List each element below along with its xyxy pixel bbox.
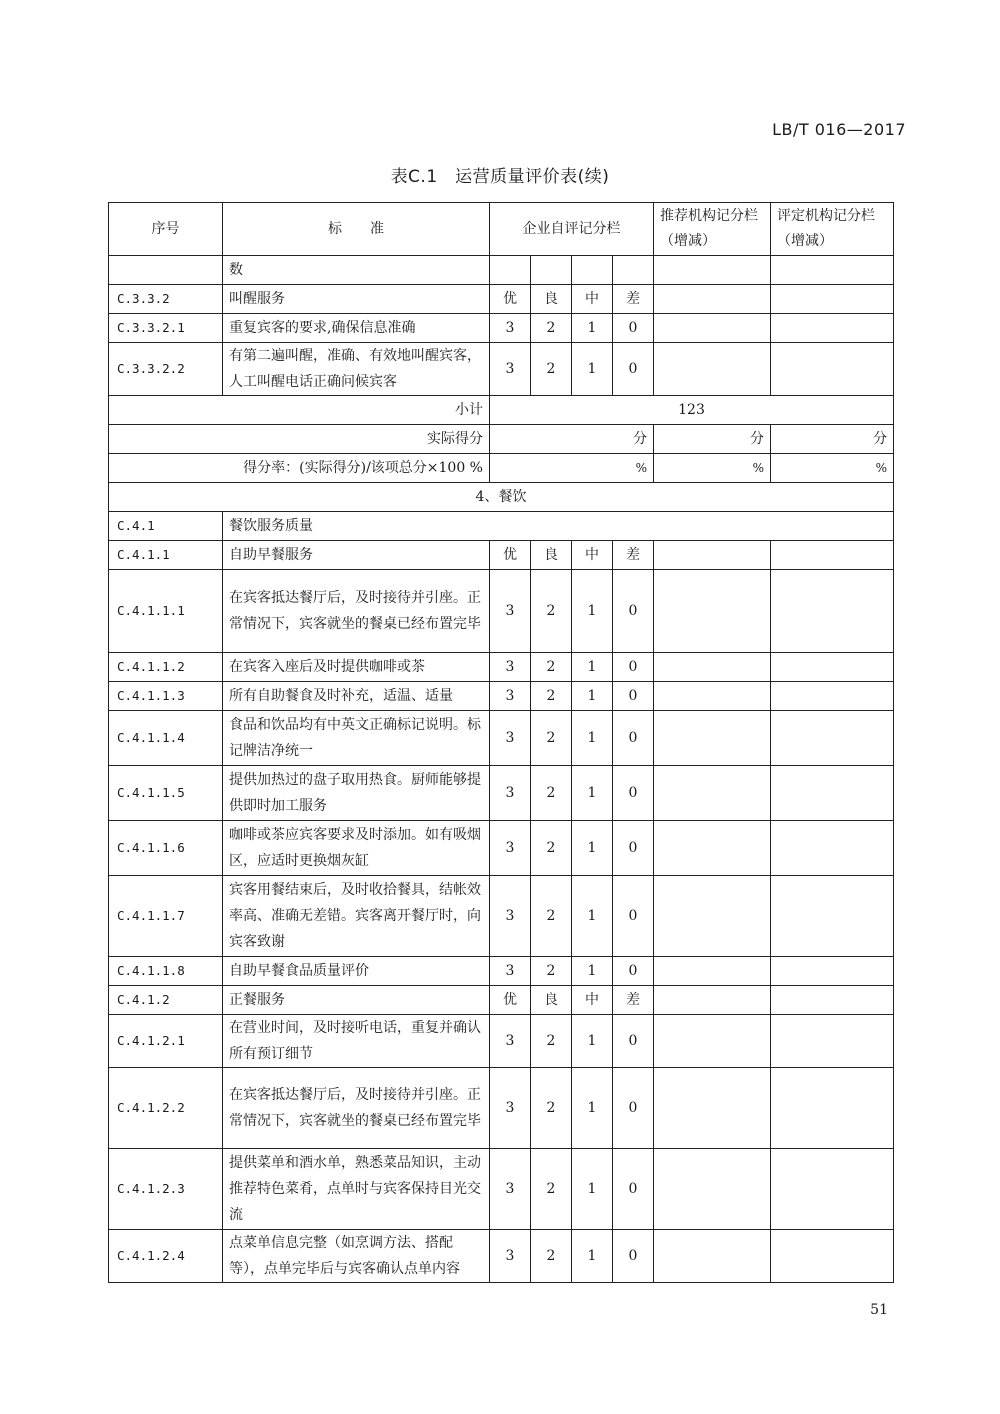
grade-label: 良 — [531, 285, 572, 314]
score-value: 2 — [531, 314, 572, 343]
score-value: 1 — [572, 682, 613, 711]
standard-cell: 有第二遍叫醒，准确、有效地叫醒宾客，人工叫醒电话正确问候宾客 — [223, 343, 490, 396]
recommend-cell — [654, 1230, 771, 1283]
table-header-row — [109, 203, 894, 256]
score-value: 0 — [613, 876, 654, 957]
score-value: 3 — [490, 314, 531, 343]
header-self-score: 企业自评记分栏 — [490, 203, 654, 256]
score-value: 2 — [531, 653, 572, 682]
standard-cell: 在营业时间，及时接听电话，重复并确认所有预订细节 — [223, 1015, 490, 1068]
score-value: 1 — [572, 653, 613, 682]
table-row — [109, 343, 894, 396]
recommend-cell — [654, 343, 771, 396]
seq-cell: C.4.1.2.2 — [109, 1068, 223, 1149]
evaluation-table — [108, 202, 894, 1283]
table-row — [109, 314, 894, 343]
score-value: 2 — [531, 711, 572, 766]
grade-label: 中 — [572, 285, 613, 314]
grade-label: 良 — [531, 541, 572, 570]
score-value: 3 — [490, 343, 531, 396]
assess-cell — [771, 1015, 894, 1068]
seq-cell: C.3.3.2.1 — [109, 314, 223, 343]
table-row — [109, 1015, 894, 1068]
recommend-score-unit: 分 — [654, 425, 771, 454]
assess-cell — [771, 314, 894, 343]
score-value: 0 — [613, 1015, 654, 1068]
assess-cell — [771, 1149, 894, 1230]
score-value: 0 — [613, 653, 654, 682]
table-row — [109, 425, 894, 454]
seq-cell: C.4.1.2.3 — [109, 1149, 223, 1230]
recommend-cell — [654, 682, 771, 711]
score-value: 3 — [490, 821, 531, 876]
score-cell — [490, 256, 531, 285]
assess-cell — [771, 766, 894, 821]
score-value: 2 — [531, 766, 572, 821]
score-value: 3 — [490, 570, 531, 653]
score-value: 2 — [531, 1149, 572, 1230]
score-value: 3 — [490, 1149, 531, 1230]
table-row — [109, 454, 894, 483]
grade-label: 优 — [490, 285, 531, 314]
recommend-cell — [654, 285, 771, 314]
standard-cell: 所有自助餐食及时补充，适温、适量 — [223, 682, 490, 711]
seq-cell: C.4.1.1.3 — [109, 682, 223, 711]
table-row — [109, 957, 894, 986]
score-value: 1 — [572, 1015, 613, 1068]
score-value: 0 — [613, 1068, 654, 1149]
assess-cell — [771, 1230, 894, 1283]
score-value: 1 — [572, 711, 613, 766]
table-row — [109, 766, 894, 821]
score-value: 2 — [531, 1230, 572, 1283]
grade-label: 优 — [490, 986, 531, 1015]
score-value: 2 — [531, 570, 572, 653]
score-value: 1 — [572, 314, 613, 343]
score-value: 0 — [613, 314, 654, 343]
score-rate-label: 得分率：(实际得分)/该项总分×100 % — [109, 454, 490, 483]
standard-cell: 数 — [223, 256, 490, 285]
header-standard: 标 准 — [223, 203, 490, 256]
standard-cell: 叫醒服务 — [223, 285, 490, 314]
assess-rate-unit: % — [771, 454, 894, 483]
grade-label: 差 — [613, 986, 654, 1015]
header-seq: 序号 — [109, 203, 223, 256]
score-value: 2 — [531, 1015, 572, 1068]
assess-cell — [771, 285, 894, 314]
standard-cell: 在宾客入座后及时提供咖啡或茶 — [223, 653, 490, 682]
score-value: 2 — [531, 1068, 572, 1149]
table-row — [109, 821, 894, 876]
seq-cell: C.4.1.1.1 — [109, 570, 223, 653]
table-row — [109, 1068, 894, 1149]
subtotal-label: 小计 — [109, 396, 490, 425]
score-cell — [572, 256, 613, 285]
score-value: 0 — [613, 1149, 654, 1230]
score-value: 2 — [531, 876, 572, 957]
seq-cell: C.4.1.2 — [109, 986, 223, 1015]
assess-cell — [771, 256, 894, 285]
recommend-cell — [654, 256, 771, 285]
score-value: 0 — [613, 343, 654, 396]
subtotal-value: 123 — [490, 396, 894, 425]
standard-cell: 在宾客抵达餐厅后，及时接待并引座。正常情况下，宾客就坐的餐桌已经布置完毕 — [223, 570, 490, 653]
assess-cell — [771, 711, 894, 766]
assess-cell — [771, 876, 894, 957]
header-recommend-score: 推荐机构记分栏（增减） — [654, 203, 771, 256]
table-row — [109, 512, 894, 541]
grade-label: 差 — [613, 285, 654, 314]
recommend-cell — [654, 314, 771, 343]
recommend-cell — [654, 1149, 771, 1230]
score-value: 3 — [490, 682, 531, 711]
table-row — [109, 1149, 894, 1230]
standard-cell: 点菜单信息完整（如烹调方法、搭配等），点单完毕后与宾客确认点单内容 — [223, 1230, 490, 1283]
standard-cell: 自助早餐服务 — [223, 541, 490, 570]
table-row — [109, 711, 894, 766]
score-value: 1 — [572, 876, 613, 957]
score-value: 2 — [531, 957, 572, 986]
standard-cell: 在宾客抵达餐厅后，及时接待并引座。正常情况下，宾客就坐的餐桌已经布置完毕 — [223, 1068, 490, 1149]
score-value: 3 — [490, 1015, 531, 1068]
table-row — [109, 876, 894, 957]
header-assess-score: 评定机构记分栏（增减） — [771, 203, 894, 256]
score-value: 2 — [531, 343, 572, 396]
score-cell — [613, 256, 654, 285]
standard-cell: 重复宾客的要求,确保信息准确 — [223, 314, 490, 343]
score-value: 1 — [572, 1068, 613, 1149]
seq-cell: C.4.1.1.7 — [109, 876, 223, 957]
actual-score-label: 实际得分 — [109, 425, 490, 454]
standard-cell: 正餐服务 — [223, 986, 490, 1015]
recommend-cell — [654, 766, 771, 821]
table-row — [109, 1230, 894, 1283]
recommend-cell — [654, 711, 771, 766]
table-row — [109, 541, 894, 570]
table-row — [109, 570, 894, 653]
grade-label: 优 — [490, 541, 531, 570]
table-row — [109, 653, 894, 682]
assess-cell — [771, 821, 894, 876]
score-value: 3 — [490, 1068, 531, 1149]
score-value: 0 — [613, 957, 654, 986]
score-value: 1 — [572, 821, 613, 876]
score-value: 1 — [572, 343, 613, 396]
table-row — [109, 986, 894, 1015]
assess-cell — [771, 986, 894, 1015]
standard-cell: 提供加热过的盘子取用热食。厨师能够提供即时加工服务 — [223, 766, 490, 821]
standard-cell: 宾客用餐结束后，及时收拾餐具，结帐效率高、准确无差错。宾客离开餐厅时，向宾客致谢 — [223, 876, 490, 957]
score-value: 1 — [572, 957, 613, 986]
seq-cell: C.4.1.1.2 — [109, 653, 223, 682]
assess-cell — [771, 957, 894, 986]
grade-label: 中 — [572, 986, 613, 1015]
score-value: 1 — [572, 1149, 613, 1230]
recommend-cell — [654, 876, 771, 957]
score-value: 0 — [613, 821, 654, 876]
assess-cell — [771, 682, 894, 711]
standard-cell: 咖啡或茶应宾客要求及时添加。如有吸烟区，应适时更换烟灰缸 — [223, 821, 490, 876]
score-value: 3 — [490, 653, 531, 682]
standard-code: LB/T 016—2017 — [772, 120, 906, 139]
recommend-cell — [654, 541, 771, 570]
recommend-rate-unit: % — [654, 454, 771, 483]
score-value: 0 — [613, 1230, 654, 1283]
seq-cell: C.4.1.1.6 — [109, 821, 223, 876]
score-value: 1 — [572, 1230, 613, 1283]
seq-cell: C.3.3.2 — [109, 285, 223, 314]
page-number: 51 — [870, 1302, 888, 1318]
seq-cell: C.4.1.1.8 — [109, 957, 223, 986]
score-value: 2 — [531, 682, 572, 711]
table-row — [109, 396, 894, 425]
score-value: 3 — [490, 1230, 531, 1283]
standard-cell: 提供菜单和酒水单，熟悉菜品知识，主动推荐特色菜肴，点单时与宾客保持目光交流 — [223, 1149, 490, 1230]
recommend-cell — [654, 957, 771, 986]
seq-cell: C.4.1.2.4 — [109, 1230, 223, 1283]
seq-cell — [109, 256, 223, 285]
seq-cell: C.4.1.1.5 — [109, 766, 223, 821]
score-value: 3 — [490, 957, 531, 986]
standard-cell: 自助早餐食品质量评价 — [223, 957, 490, 986]
self-rate-unit: % — [490, 454, 654, 483]
score-value: 3 — [490, 766, 531, 821]
self-score-unit: 分 — [490, 425, 654, 454]
assess-cell — [771, 541, 894, 570]
assess-cell — [771, 343, 894, 396]
score-cell — [531, 256, 572, 285]
recommend-cell — [654, 986, 771, 1015]
section-heading: 4、餐饮 — [109, 483, 894, 512]
score-value: 0 — [613, 766, 654, 821]
seq-cell: C.4.1.1.4 — [109, 711, 223, 766]
grade-label: 良 — [531, 986, 572, 1015]
assess-cell — [771, 1068, 894, 1149]
table-row — [109, 483, 894, 512]
score-value: 0 — [613, 570, 654, 653]
assess-score-unit: 分 — [771, 425, 894, 454]
score-value: 1 — [572, 766, 613, 821]
assess-cell — [771, 653, 894, 682]
grade-label: 中 — [572, 541, 613, 570]
table-title: 表C.1 运营质量评价表(续) — [390, 167, 610, 187]
table-row — [109, 256, 894, 285]
recommend-cell — [654, 821, 771, 876]
seq-cell: C.4.1.2.1 — [109, 1015, 223, 1068]
score-value: 2 — [531, 821, 572, 876]
score-value: 1 — [572, 570, 613, 653]
score-value: 3 — [490, 876, 531, 957]
recommend-cell — [654, 653, 771, 682]
table-row — [109, 682, 894, 711]
recommend-cell — [654, 1068, 771, 1149]
score-value: 0 — [613, 711, 654, 766]
recommend-cell — [654, 570, 771, 653]
seq-cell: C.4.1 — [109, 512, 223, 541]
seq-cell: C.4.1.1 — [109, 541, 223, 570]
recommend-cell — [654, 1015, 771, 1068]
standard-cell: 食品和饮品均有中英文正确标记说明。标记牌洁净统一 — [223, 711, 490, 766]
category-heading: 餐饮服务质量 — [223, 512, 894, 541]
grade-label: 差 — [613, 541, 654, 570]
score-value: 0 — [613, 682, 654, 711]
seq-cell: C.3.3.2.2 — [109, 343, 223, 396]
assess-cell — [771, 570, 894, 653]
score-value: 3 — [490, 711, 531, 766]
table-row — [109, 285, 894, 314]
